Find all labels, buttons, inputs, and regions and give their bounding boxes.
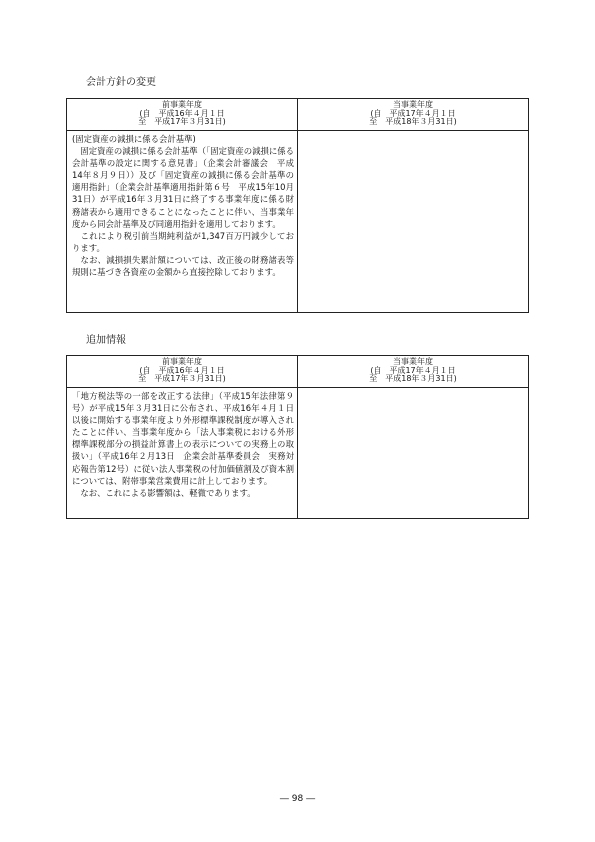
- prev-period-body: [67, 131, 298, 313]
- curr-period-header: [298, 99, 529, 131]
- section-heading-additional-info: 追加情報: [86, 335, 126, 346]
- body-paragraph: 「地方税法等の一部を改正する法律」（平成15年法律第９号）が平成15年３月31日に公布され、平成16年４月１日以後に開始する事業年度より外形標準課税制度が導入されたことに伴い、当事業年度から「法人事業税における外形標準課税部分の損益計算書上の表示についての実務上の取扱い」（平成16年２月13日 企業会計基準委員会 実務対応報告第12号）に従い法人事業税の付加価値割及び資本割については、附帯事業営業費用に計上しております。: [72, 391, 294, 486]
- page-number: ― 98 ―: [279, 794, 316, 804]
- header-from-date: (自 平成16年４月１日: [139, 365, 225, 375]
- additional-info-table: [66, 355, 529, 519]
- section-heading-accounting-policy-change: 会計方針の変更: [86, 77, 156, 88]
- header-from-date: (自 平成16年４月１日: [139, 108, 225, 118]
- prev-period-header: [67, 356, 298, 388]
- body-paragraph: なお、減損損失累計額については、改正後の財務諸表等規則に基づき各資産の金額から直接控除しております。: [72, 254, 294, 278]
- prev-period-header: [67, 99, 298, 131]
- prev-period-body: [67, 388, 298, 519]
- header-from-date: (自 平成17年４月１日: [370, 365, 456, 375]
- header-title: 当事業年度: [393, 100, 433, 109]
- header-title: 前事業年度: [162, 100, 202, 109]
- table-header-row: [67, 99, 529, 131]
- body-paragraph: (固定資産の減損に係る会計基準): [72, 134, 196, 144]
- header-title: 前事業年度: [162, 357, 202, 366]
- curr-period-body: [298, 131, 529, 313]
- header-to-date: 至 平成17年３月31日): [138, 117, 226, 127]
- body-paragraph: なお、これによる影響額は、軽微であります。: [72, 487, 256, 498]
- body-paragraph: 固定資産の減損に係る会計基準（「固定資産の減損に係る会計基準の設定に関する意見書」（企業会計審議会 平成14年８月９日））及び「固定資産の減損に係る会計基準の適用指針」（企業会計基準適用指針第６号 平成15年10月31日）が平成16年３月31日に終了する事業年度に係る財務諸表から適用できることになったことに伴い、当事業年度から同会計基準及び同適用指針を適用しております。: [72, 146, 294, 229]
- header-to-date: 至 平成18年３月31日): [369, 374, 457, 384]
- accounting-policy-table: [66, 98, 529, 313]
- body-paragraph: これにより税引前当期純利益が1,347百万円減少しております。: [72, 230, 294, 253]
- table-body-row: [67, 388, 529, 519]
- table-body-row: [67, 131, 529, 313]
- curr-period-body: [298, 388, 529, 519]
- table-header-row: [67, 356, 529, 388]
- header-from-date: (自 平成17年４月１日: [370, 108, 456, 118]
- header-to-date: 至 平成17年３月31日): [138, 374, 226, 384]
- curr-period-header: [298, 356, 529, 388]
- header-title: 当事業年度: [393, 357, 433, 366]
- header-to-date: 至 平成18年３月31日): [369, 117, 457, 127]
